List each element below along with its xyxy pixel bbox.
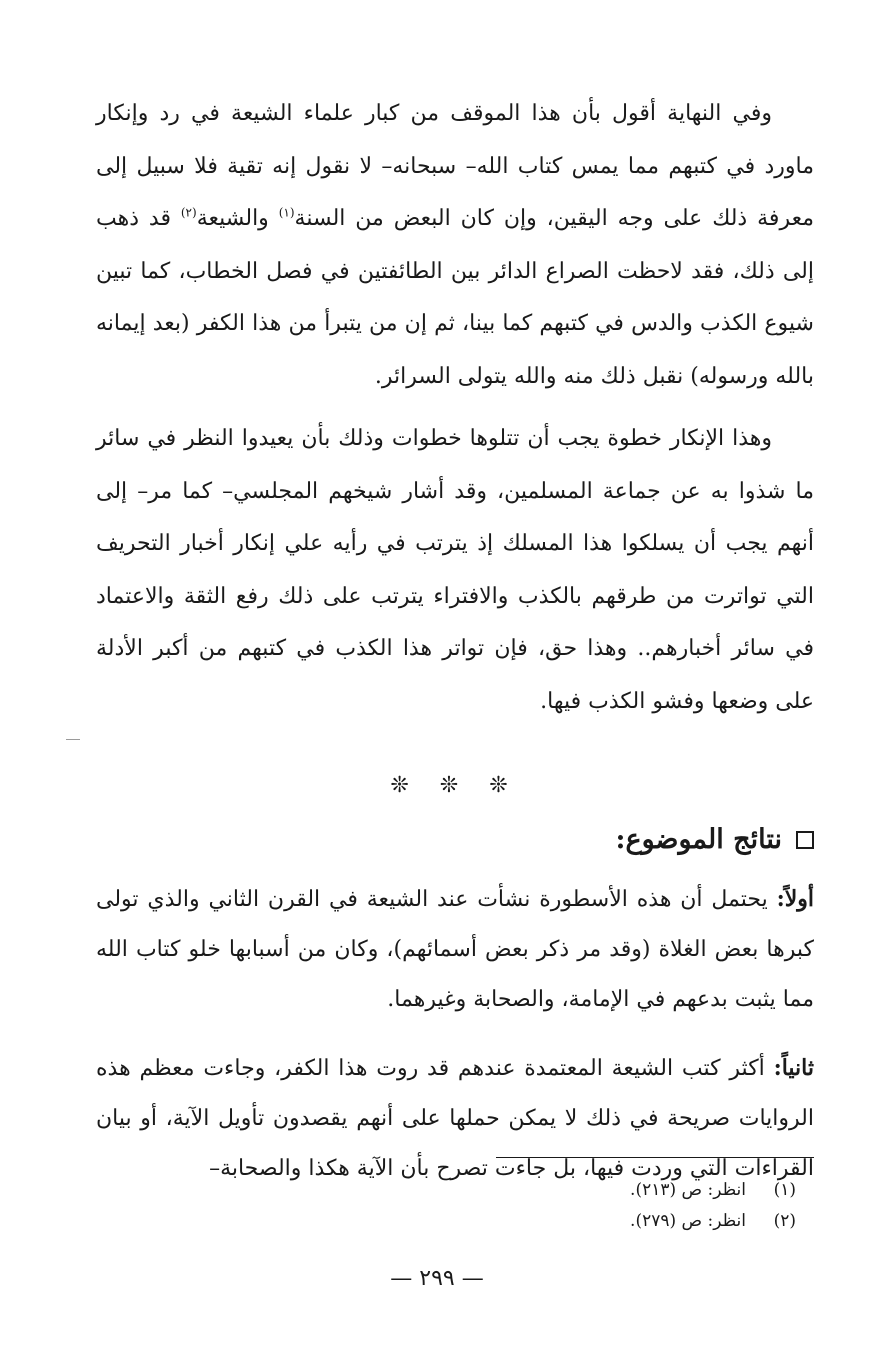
footnote-number: (٢) (773, 1211, 796, 1231)
section-title: نتائج الموضوع: (615, 824, 782, 855)
result-point-first (96, 874, 814, 1025)
footnote-text: انظر: ص (٢٧٩). (630, 1211, 746, 1231)
footnote-item (96, 1175, 796, 1206)
footnote-item (96, 1206, 796, 1237)
paragraph-conclusion (96, 88, 814, 403)
point-lead: أولاً: (776, 886, 814, 912)
footnote-number: (١) (773, 1180, 796, 1200)
footnotes (96, 1175, 796, 1237)
paragraph-text: وفي النهاية أقول بأن هذا الموقف من كبار علماء الشيعة في رد وإنكار ماورد في كتبهم مما يمس كتاب الله– سبحانه– لا نقول إنه تقية فلا سبيل إلى معرفة ذلك على وجه اليقين، وإن كان البعض من السنة (96, 101, 814, 231)
paragraph-denial (96, 413, 814, 728)
section-heading (96, 812, 814, 868)
footnote-ref-1[interactable]: (١) (278, 205, 295, 220)
point-text: يحتمل أن هذه الأسطورة نشأت عند الشيعة في القرن الثاني والذي تولى كبرها بعض الغلاة (وقد مر ذكر بعض أسمائهم)، وكان من أسبابها خلو كتاب الله مما يثبت بدعهم في الإمامة، والصحابة وغيرهما. (96, 887, 814, 1012)
point-text: أكثر كتب الشيعة المعتمدة عندهم قد روت هذا الكفر، وجاءت معظم هذه الروايات صريحة في ذلك لا يمكن حملها على أنهم يقصدون تأويل الآية، أو بيان القراءات التي وردت فيها، بل جاءت تصرح بأن الآية هكذا والصحابة– (96, 1056, 814, 1181)
footnote-divider (496, 1157, 814, 1158)
margin-mark (66, 739, 80, 740)
page-number: — ٢٩٩ — (390, 1266, 484, 1291)
paragraph-text: وهذا الإنكار خطوة يجب أن تتلوها خطوات وذلك بأن يعيدوا النظر في سائر ما شذوا به عن جماعة المسلمين، وقد أشار شيخهم المجلسي– كما مر– إلى أنهم يجب أن يسلكوا هذا المسلك إذ يترتب في رأيه علي إنكار أخبار التحريف التي تواترت من طرقهم بالكذب والافتراء يترتب على ذلك رفع الثقة والاعتماد في سائر أخبارهم.. وهذا حق، فإن تواتر هذا الكذب في كتبهم من أكبر الأدلة على وضعها وفشو الكذب فيها. (96, 426, 814, 714)
footnote-text: انظر: ص (٢١٣). (630, 1180, 746, 1200)
paragraph-text: والشيعة (196, 206, 279, 231)
page-body (96, 88, 814, 1194)
section-separator-stars: ❊ ❊ ❊ (390, 773, 520, 798)
point-lead: ثانياً: (773, 1055, 814, 1081)
footnote-ref-2[interactable]: (٢) (180, 205, 197, 220)
checkbox-square-icon (796, 831, 814, 849)
paragraph-text: قد ذهب إلى ذلك، فقد لاحظت الصراع الدائر بين الطائفتين في فصل الخطاب، كما تبين شيوع الكذب والدس في كتبهم كما بينا، ثم إن من يتبرأ من هذا الكفر (بعد إيمانه بالله ورسوله) نقبل ذلك منه والله يتولى السرائر. (96, 206, 814, 389)
result-point-second (96, 1043, 814, 1194)
